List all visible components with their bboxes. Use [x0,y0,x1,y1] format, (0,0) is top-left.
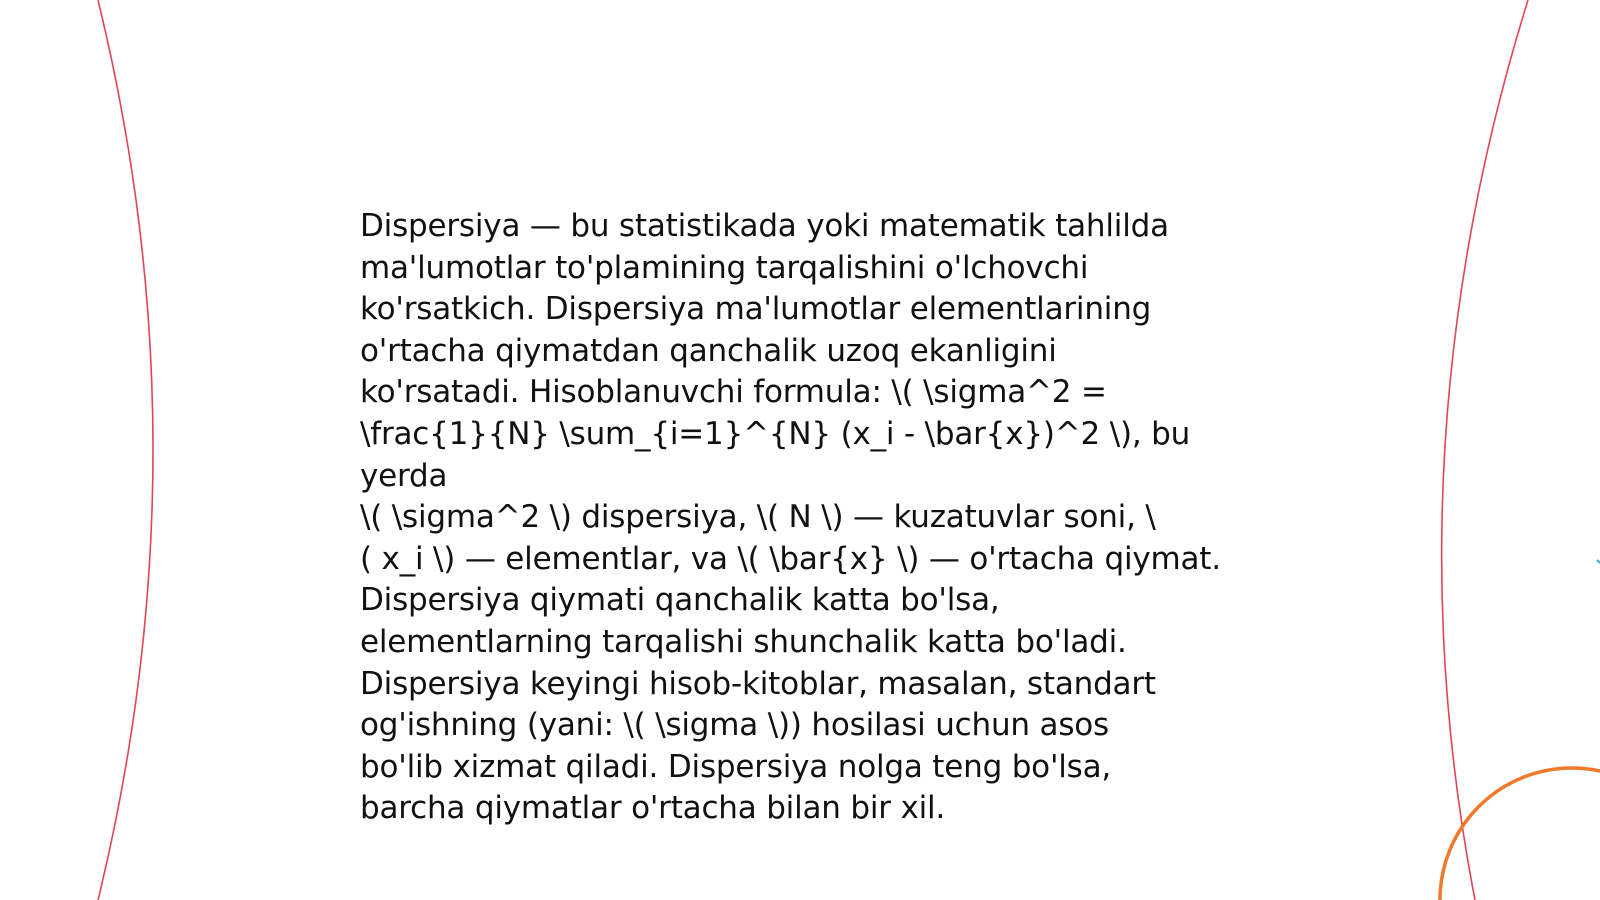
slide-body-text [360,206,1240,830]
text-line: ko'rsatadi. Hisoblanuvchi formula: \( \sigma^2 = [360,374,1107,411]
text-line: Dispersiya — bu statistikada yoki matematik tahlilda [360,208,1169,244]
text-line: o'rtacha qiymatdan qanchalik uzoq ekanligini [360,332,1057,369]
text-line: elementlarning tarqalishi shunchalik katta bo'ladi. [360,623,1127,660]
left-arc-decoration [98,0,153,900]
text-line: \( \sigma^2 \) dispersiya, \( N \) — kuzatuvlar soni, \ [360,499,1156,536]
text-line: ( x_i \) — elementlar, va \( \bar{x} \) — o'rtacha qiymat. [360,540,1221,577]
text-line: ma'lumotlar to'plamining tarqalishini o'lchovchi [360,249,1089,286]
text-line: Dispersiya qiymati qanchalik katta bo'lsa, [360,582,1000,619]
right-arc-decoration [1442,0,1528,900]
text-line: bo'lib xizmat qiladi. Dispersiya nolga teng bo'lsa, [360,748,1112,785]
text-line: ko'rsatkich. Dispersiya ma'lumotlar elementlarining [360,291,1152,328]
text-line: Dispersiya keyingi hisob-kitoblar, masalan, standart [360,665,1156,702]
text-line: og'ishning (yani: \( \sigma \)) hosilasi uchun asos [360,707,1109,744]
text-line: barcha qiymatlar o'rtacha bilan bir xil. [360,790,946,827]
text-line: \frac{1}{N} \sum_{i=1}^{N} (x_i - \bar{x})^2 \), bu yerda [360,415,1191,494]
